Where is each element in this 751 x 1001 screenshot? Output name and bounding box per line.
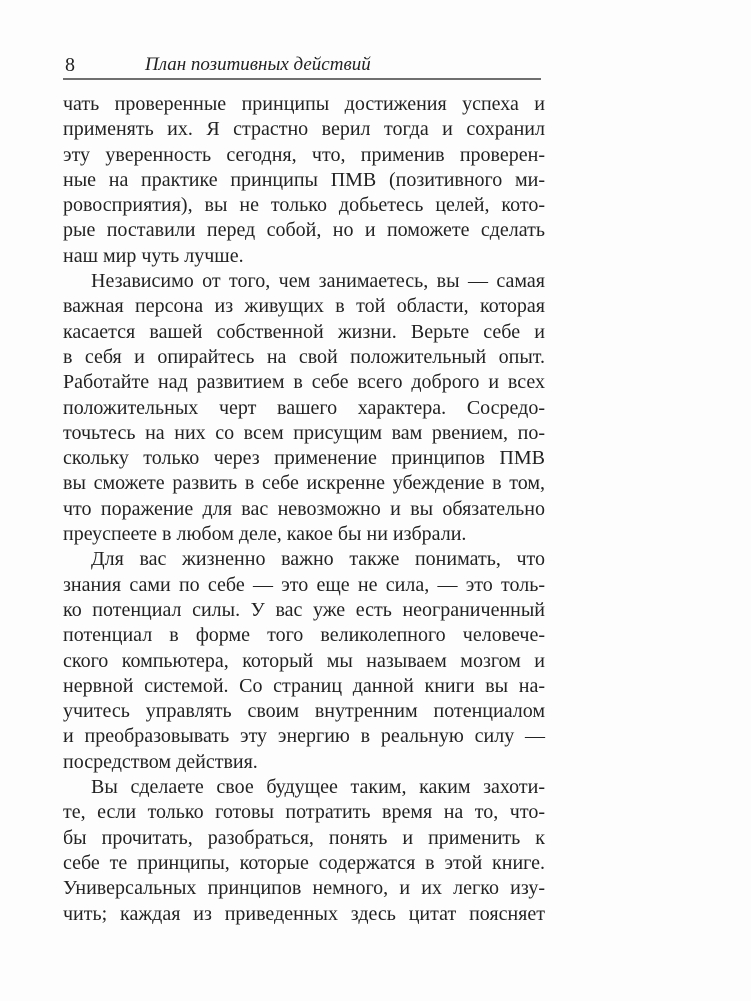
- text-line: ровосприятия), вы не только добьетесь целей, кото-: [63, 194, 545, 217]
- page-number: 8: [65, 54, 75, 76]
- text-line: учитесь управлять своим внутренним потенциалом: [63, 700, 545, 723]
- text-line: и преобразовывать эту энергию в реальную силу —: [63, 725, 545, 748]
- text-line: точьтесь на них со всем присущим вам рвением, по-: [63, 421, 545, 444]
- text-line: знания сами по себе — это еще не сила, — это толь-: [63, 573, 545, 596]
- text-line: посредством действия.: [63, 750, 258, 773]
- text-line: Независимо от того, чем занимаетесь, вы — самая: [91, 270, 545, 293]
- text-line: Вы сделаете свое будущее таким, каким захоти-: [91, 776, 545, 799]
- text-line: в себя и опирайтесь на свой положительный опыт.: [63, 345, 545, 368]
- text-line: вы сможете развить в себе искренне убеждение в том,: [63, 472, 545, 495]
- text-line: что поражение для вас невозможно и вы обязательно: [63, 497, 545, 520]
- text-line: чать проверенные принципы достижения успеха и: [63, 93, 545, 115]
- text-line: преуспеете в любом деле, какое бы ни избрали.: [63, 523, 467, 546]
- text-line: эту уверенность сегодня, что, применив проверен-: [63, 143, 545, 166]
- text-line: Работайте над развитием в себе всего доброго и всех: [63, 371, 545, 394]
- text-line: ского компьютера, который мы называем мозгом и: [63, 649, 545, 672]
- text-line: ко потенциал силы. У вас уже есть неограниченный: [63, 598, 545, 621]
- text-line: ные на практике принципы ПМВ (позитивного ми-: [63, 168, 545, 191]
- text-line: себе те принципы, которые содержатся в этой книге.: [63, 851, 545, 874]
- text-line: нервной системой. Со страниц данной книги вы на-: [63, 674, 545, 697]
- text-line: касается вашей собственной жизни. Верьте себе и: [63, 320, 545, 343]
- text-line: положительных черт вашего характера. Сосредо-: [63, 396, 545, 419]
- text-line: применять их. Я страстно верил тогда и сохранил: [63, 118, 545, 141]
- running-title: План позитивных действий: [145, 54, 371, 75]
- page-header: [63, 54, 541, 80]
- text-line: важная персона из живущих в той области, которая: [63, 295, 545, 318]
- text-line: наш мир чуть лучше.: [63, 244, 244, 267]
- text-line: Для вас жизненно важно также понимать, что: [91, 548, 545, 571]
- text-line: бы прочитать, разобраться, понять и применить к: [63, 826, 545, 849]
- text-line: чить; каждая из приведенных здесь цитат поясняет: [63, 902, 545, 925]
- text-line: потенциал в форме того великолепного человече-: [63, 624, 545, 647]
- text-line: рые поставили перед собой, но и поможете сделать: [63, 219, 545, 242]
- text-line: скольку только через применение принципов ПМВ: [63, 447, 545, 470]
- body-text: [63, 92, 545, 927]
- text-line: Универсальных принципов немного, и их легко изу-: [63, 877, 545, 900]
- text-line: те, если только готовы потратить время на то, что-: [63, 801, 545, 824]
